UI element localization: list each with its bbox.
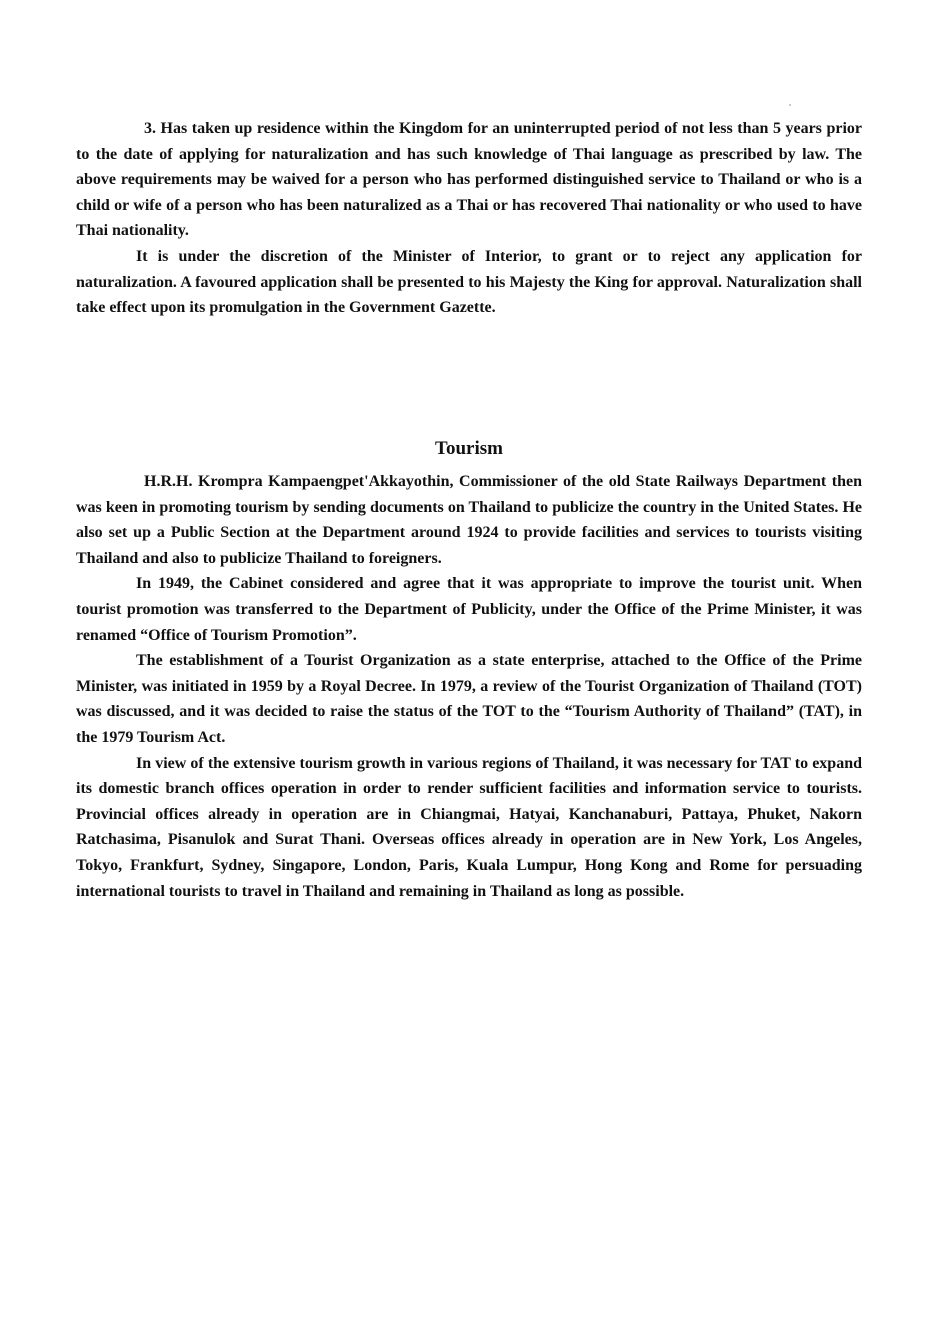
scan-speck xyxy=(789,104,791,106)
document-page xyxy=(76,116,862,900)
paragraph-branch-offices: In view of the extensive tourism growth in various regions of Thailand, it was necessary for TAT to expand its domestic branch offices operation in order to render sufficient facilities and information service to tourists. Provincial offices already in operation are in Chiangmai, Hatyai, Kanchanaburi, Pattaya, Phuket, Nakorn Ratchasima, Pisanulok and Surat Thani. Overseas offices already in operation are in New York, Los Angeles, Tokyo, Frankfurt, Sydney, Singapore, London, Paris, Kuala Lumpur, Hong Kong and Rome for persuading international tourists to travel in Thailand and remaining in Thailand as long as possible. xyxy=(76,754,862,900)
paragraph-tourist-organization: The establishment of a Tourist Organization as a state enterprise, attached to the Office of the Prime Minister, was initiated in 1959 by a Royal Decree. In 1979, a review of the Tourist Organization of Thailand (TOT) was discussed, and it was decided to raise the status of the TOT to the “Tourism Authority of Thailand” (TAT), in the 1979 Tourism Act. xyxy=(76,652,862,746)
tourism-section xyxy=(76,436,862,904)
tourism-title-wrap xyxy=(76,436,862,462)
section-title: Tourism xyxy=(435,438,503,459)
paragraph-1949-cabinet: In 1949, the Cabinet considered and agree that it was appropriate to improve the tourist unit. When tourist promotion was transferred to the Department of Publicity, under the Office of the Prime Minister, it was renamed “Office of Tourism Promotion”. xyxy=(76,575,862,644)
naturalization-section xyxy=(76,116,862,321)
paragraph-residence-requirement: 3. Has taken up residence within the Kingdom for an uninterrupted period of not less than 5 years prior to the date of applying for naturalization and has such knowledge of Thai language as prescribed by law. The above requirements may be waived for a person who has performed distinguished service to Thailand or who is a child or wife of a person who has been naturalized as a Thai or has recovered Thai nationality or who used to have Thai nationality. xyxy=(76,120,862,240)
paragraph-minister-discretion: It is under the discretion of the Minister of Interior, to grant or to reject any application for naturalization. A favoured application shall be presented to his Majesty the King for approval. Naturalization shall take effect upon its promulgation in the Government Gazette. xyxy=(76,247,862,317)
paragraph-early-promotion: H.R.H. Krompra Kampaengpet'Akkayothin, Commissioner of the old State Railways Department then was keen in promoting tourism by sending documents on Thailand to publicize the country in the United States. He also set up a Public Section at the Department around 1924 to provide facilities and services to tourists visiting Thailand and also to publicize Thailand to foreigners. xyxy=(76,473,862,567)
